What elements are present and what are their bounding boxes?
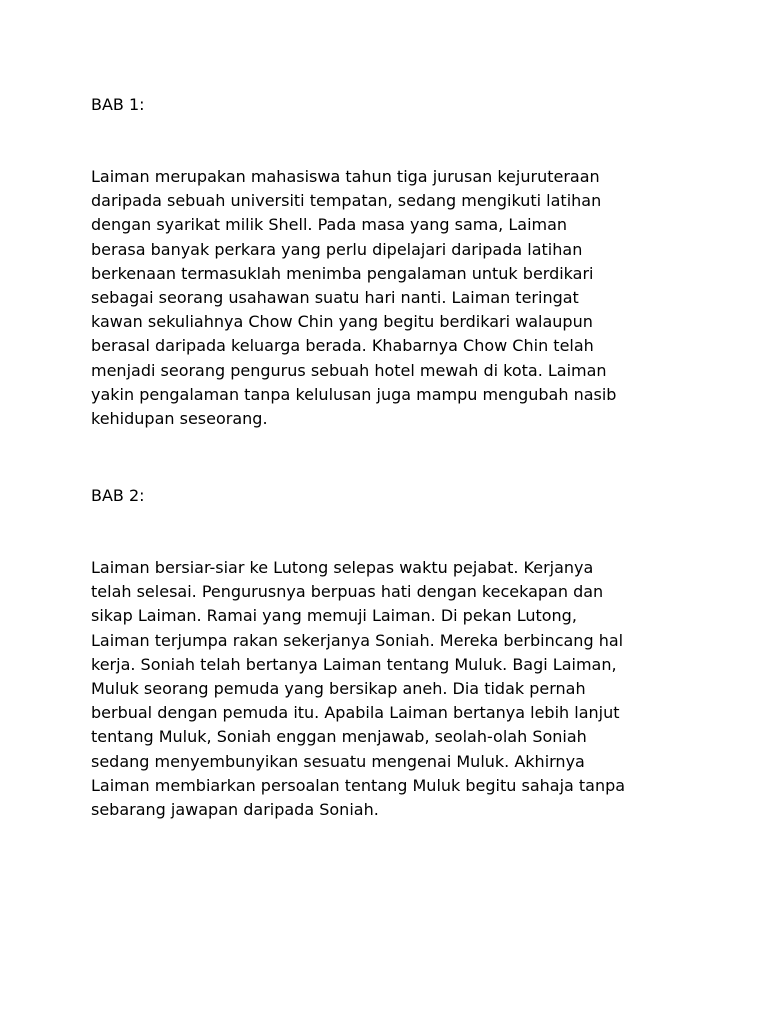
paragraph-line: daripada sebuah universiti tempatan, sedang mengikuti latihan	[91, 191, 602, 211]
paragraph-line: sebarang jawapan daripada Soniah.	[91, 799, 379, 819]
paragraph-line: kawan sekuliahnya Chow Chin yang begitu berdikari walaupun	[91, 312, 593, 332]
section-paragraph-bab-2	[91, 556, 691, 822]
paragraph-line: sebagai seorang usahawan suatu hari nanti. Laiman teringat	[91, 287, 579, 307]
section-paragraph-bab-1	[91, 165, 691, 431]
paragraph-line: tentang Muluk, Soniah enggan menjawab, seolah-olah Soniah	[91, 727, 587, 747]
paragraph-line: berasa banyak perkara yang perlu dipelajari daripada latihan	[91, 239, 583, 259]
paragraph-line: Laiman merupakan mahasiswa tahun tiga jurusan kejuruteraan	[91, 167, 600, 186]
paragraph-line: dengan syarikat milik Shell. Pada masa yang sama, Laiman	[91, 215, 568, 235]
paragraph-line: yakin pengalaman tanpa kelulusan juga mampu mengubah nasib	[91, 384, 617, 404]
section-heading-bab-1: BAB 1:	[91, 95, 145, 114]
paragraph-line: berbual dengan pemuda itu. Apabila Laiman bertanya lebih lanjut	[91, 703, 620, 723]
paragraph-line: kehidupan seseorang.	[91, 408, 268, 428]
paragraph-line: sikap Laiman. Ramai yang memuji Laiman. Di pekan Lutong,	[91, 606, 577, 626]
paragraph-line: berkenaan termasuklah menimba pengalaman untuk berdikari	[91, 263, 594, 283]
paragraph-line: menjadi seorang pengurus sebuah hotel mewah di kota. Laiman	[91, 360, 607, 380]
paragraph-line: berasal daripada keluarga berada. Khabarnya Chow Chin telah	[91, 336, 594, 356]
paragraph-line: kerja. Soniah telah bertanya Laiman tentang Muluk. Bagi Laiman,	[91, 654, 617, 674]
paragraph-line: sedang menyembunyikan sesuatu mengenai Muluk. Akhirnya	[91, 751, 585, 771]
paragraph-line: telah selesai. Pengurusnya berpuas hati dengan kecekapan dan	[91, 582, 604, 602]
paragraph-line: Laiman membiarkan persoalan tentang Muluk begitu sahaja tanpa	[91, 775, 626, 795]
paragraph-line: Laiman bersiar-siar ke Lutong selepas waktu pejabat. Kerjanya	[91, 558, 594, 577]
paragraph-line: Muluk seorang pemuda yang bersikap aneh. Dia tidak pernah	[91, 678, 586, 698]
section-heading-bab-2: BAB 2:	[91, 486, 145, 505]
paragraph-line: Laiman terjumpa rakan sekerjanya Soniah. Mereka berbincang hal	[91, 630, 624, 650]
